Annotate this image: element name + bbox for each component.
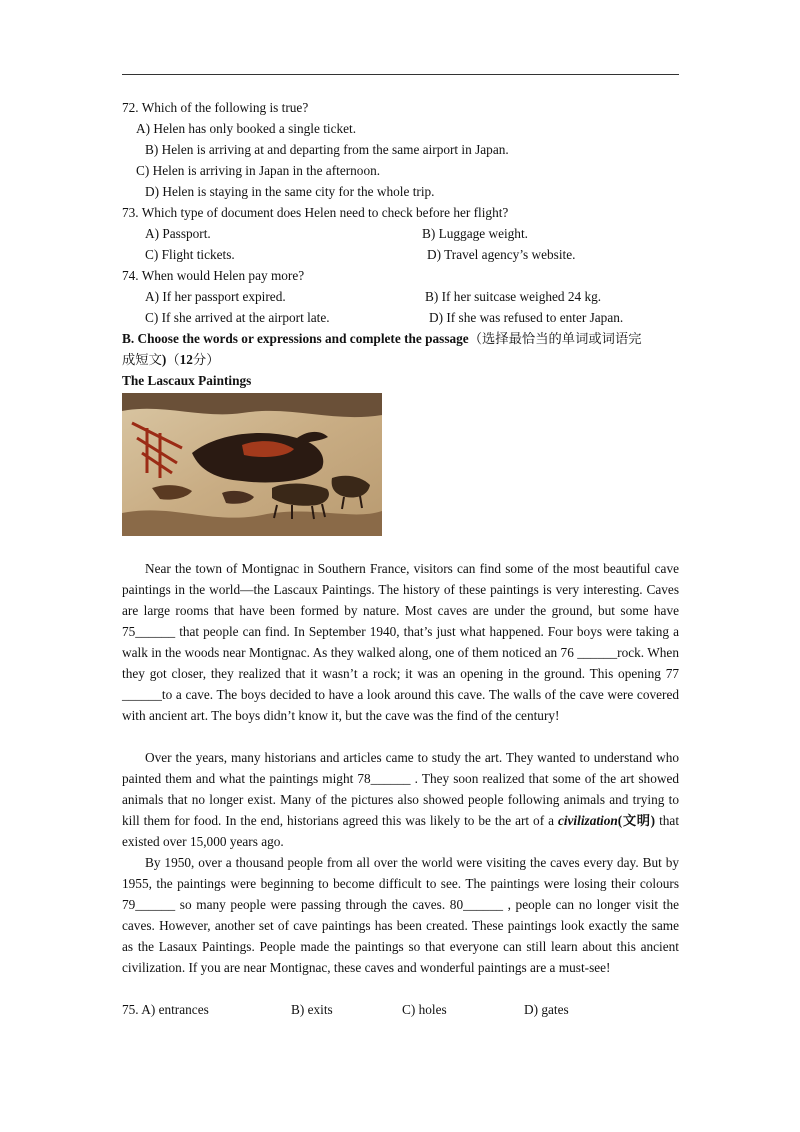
passage-p2-gloss: (文明) xyxy=(617,813,656,828)
passage-paragraph-2 xyxy=(122,747,679,852)
q73-option-a: A) Passport. xyxy=(145,226,211,241)
passage-paragraph-1 xyxy=(122,558,679,726)
q72-option-d: D) Helen is staying in the same city for the whole trip. xyxy=(145,184,435,199)
passage-title: The Lascaux Paintings xyxy=(122,373,252,388)
q73-question: 73. Which type of document does Helen need to check before her flight? xyxy=(122,205,509,220)
section-b-points-open: （ xyxy=(166,352,180,367)
q74-option-c: C) If she arrived at the airport late. xyxy=(145,310,330,325)
section-b-heading-line2 xyxy=(122,352,220,368)
q72-question: 72. Which of the following is true? xyxy=(122,100,309,115)
q75-option-a: 75. A) entrances xyxy=(122,1002,209,1017)
section-b-heading-cn: （选择最恰当的单词或词语完 xyxy=(468,331,642,346)
section-b-heading-close: ) xyxy=(161,352,167,367)
passage-p2-after: that existed over 15,000 years ago. xyxy=(122,813,680,849)
q75-option-b: B) exits xyxy=(291,1002,333,1017)
q72-option-b: B) Helen is arriving at and departing from the same airport in Japan. xyxy=(145,142,509,157)
q73-option-b: B) Luggage weight. xyxy=(422,226,528,241)
section-b-points: 12 xyxy=(179,352,193,367)
q72-option-c: C) Helen is arriving in Japan in the afternoon. xyxy=(136,163,381,178)
passage-p1-text: Near the town of Montignac in Southern France, visitors can find some of the most beautiful cave paintings in the world—the Lascaux Paintings. The history of these paintings is very interesting. Caves are large rooms that have been formed by nature. Most caves are under the ground, but some have 75______ that people can find. In September 1940, that’s just what happened. Four boys were taking a walk in the woods near Montignac. As they walked along, one of them noticed an 76 ______rock. When they got closer, they realized that it wasn’t a rock; it was an opening in the ground. This opening 77 ______to a cave. The boys decided to have a look around this cave. The walls of the cave were covered with ancient art. The boys didn’t know it, but the cave was the find of the century! xyxy=(122,561,679,723)
cave-painting-image xyxy=(122,393,382,536)
q74-question: 74. When would Helen pay more? xyxy=(122,268,305,283)
q73-option-d: D) Travel agency’s website. xyxy=(427,247,576,262)
passage-p3-text: By 1950, over a thousand people from all over the world were visiting the caves every day. But by 1955, the paintings were beginning to become difficult to see. The paintings were losing their colours 79______ so many people were passing through the caves. 80______ , people can no longer visit the caves. However, another set of cave paintings has been created. These paintings look exactly the same as the Lasaux Paintings. People made the paintings so that everyone can still learn about this ancient civilization. If you are near Montignac, these caves and wonderful paintings are a must-see! xyxy=(122,855,679,975)
q72-option-a: A) Helen has only booked a single ticket. xyxy=(136,121,357,136)
passage-p2-before: Over the years, many historians and articles came to study the art. They wanted to understand who painted them and what the paintings might 78______ . They soon realized that some of the art showed animals that no longer exist. Many of the pictures also showed people following animals and trying to kill them for food. In the end, historians agreed this was likely to be the art of a xyxy=(122,750,679,828)
q74-option-a: A) If her passport expired. xyxy=(145,289,286,304)
q74-option-b: B) If her suitcase weighed 24 kg. xyxy=(425,289,602,304)
passage-paragraph-3 xyxy=(122,852,679,978)
cave-painting-svg xyxy=(122,393,382,536)
section-b-heading-en: B. Choose the words or expressions and complete the passage xyxy=(122,331,469,346)
q75-option-c: C) holes xyxy=(402,1002,447,1017)
section-b-heading xyxy=(122,331,642,347)
q75-option-d: D) gates xyxy=(524,1002,569,1017)
q74-option-d: D) If she was refused to enter Japan. xyxy=(429,310,624,325)
section-b-heading-cn2: 成短文 xyxy=(122,352,162,367)
section-b-points-close: 分） xyxy=(192,352,220,367)
header-rule xyxy=(122,74,679,75)
q73-option-c: C) Flight tickets. xyxy=(145,247,235,262)
passage-p2-text xyxy=(122,747,679,852)
passage-p2-term: civilization xyxy=(557,813,618,828)
